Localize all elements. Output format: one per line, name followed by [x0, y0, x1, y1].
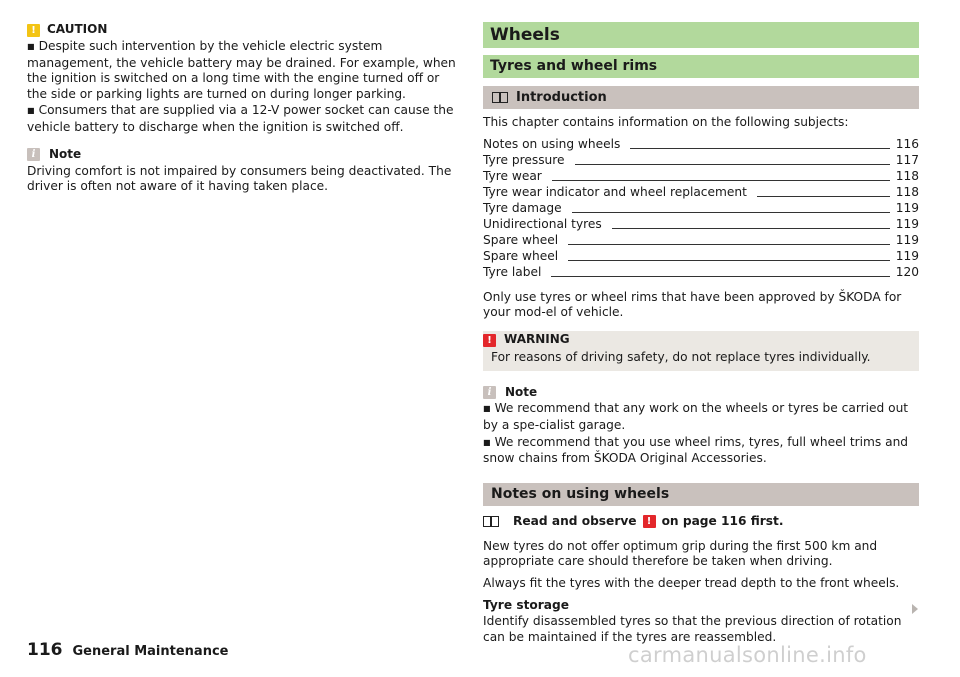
toc-leader [630, 148, 889, 149]
note-title: Note [49, 146, 82, 161]
note-heading [27, 147, 459, 163]
toc-page: 119 [895, 201, 919, 215]
toc-page: 117 [895, 153, 919, 167]
toc-page: 119 [895, 249, 919, 263]
caution-item: ■ Consumers that are supplied via a 12-V power socket can cause the vehicle battery to discharge when the ignition is switched off. [27, 103, 459, 135]
toc-entry[interactable] [483, 265, 919, 281]
toc-page: 119 [895, 217, 919, 231]
note-title: Note [505, 384, 538, 399]
toc-leader [572, 212, 890, 213]
toc-leader [551, 276, 889, 277]
toc-entry[interactable] [483, 185, 919, 201]
caution-item: ■ Despite such intervention by the vehicle electric system management, the vehicle battery may be drained. For example, when the ignition is switched on a long time with the engine turned off or the side or parking lights are turned on during longer parking. [27, 39, 459, 102]
toc-page: 118 [895, 169, 919, 183]
table-of-contents [483, 137, 919, 281]
section-title: Tyres and wheel rims [483, 55, 919, 78]
continue-arrow-icon [912, 604, 918, 614]
note-item: ■ We recommend that any work on the wheels or tyres be carried out by a spe-cialist garage. [483, 401, 919, 433]
watermark: carmanualsonline.info [628, 643, 867, 667]
note-item: ■ We recommend that you use wheel rims, tyres, full wheel trims and snow chains from ŠKODA Original Accessories. [483, 435, 919, 467]
toc-entry[interactable] [483, 201, 919, 217]
toc-label: Notes on using wheels [483, 137, 621, 151]
read-prefix: Read and observe [513, 513, 637, 528]
book-icon [492, 92, 508, 103]
toc-label: Tyre damage [483, 201, 562, 215]
paragraph: Always fit the tyres with the deeper tread depth to the front wheels. [483, 575, 900, 590]
subsection-title [483, 86, 919, 109]
warning-text: For reasons of driving safety, do not replace tyres individually. [491, 349, 871, 364]
warning-heading [483, 333, 919, 348]
info-icon: i [27, 148, 40, 161]
book-icon [483, 516, 499, 527]
toc-page: 118 [895, 185, 919, 199]
warning-box [483, 331, 919, 372]
storage-title: Tyre storage [483, 597, 570, 612]
warning-title: WARNING [504, 332, 570, 347]
toc-entry[interactable] [483, 249, 919, 265]
toc-leader [757, 196, 890, 197]
toc-leader [575, 164, 890, 165]
warning-icon: ! [483, 334, 496, 347]
toc-label: Tyre wear [483, 169, 542, 183]
toc-entry[interactable] [483, 217, 919, 233]
warning-ref-icon[interactable]: ! [643, 515, 656, 528]
toc-label: Tyre wear indicator and wheel replacement [483, 185, 747, 199]
read-suffix[interactable]: on page 116 first. [661, 513, 784, 528]
caution-title: CAUTION [47, 22, 108, 37]
toc-entry[interactable] [483, 137, 919, 153]
toc-label: Tyre label [483, 265, 542, 279]
toc-page: 116 [895, 137, 919, 151]
toc-entry[interactable] [483, 153, 919, 169]
paragraph: New tyres do not offer optimum grip during the first 500 km and appropriate care should therefore be taken when driving. [483, 538, 878, 569]
intro-text: This chapter contains information on the following subjects: [483, 115, 849, 129]
approval-text: Only use tyres or wheel rims that have been approved by ŠKODA for your mod-el of vehicle. [483, 289, 902, 320]
toc-page: 119 [895, 233, 919, 247]
caution-heading [27, 22, 459, 38]
note-heading [483, 384, 919, 400]
left-column [27, 22, 459, 195]
storage-text: Identify disassembled tyres so that the previous direction of rotation can be maintained if the tyres are reassembled. [483, 614, 902, 644]
right-column [483, 22, 919, 645]
toc-entry[interactable] [483, 169, 919, 185]
page-number: 116 [27, 640, 63, 660]
toc-label: Spare wheel [483, 233, 559, 247]
info-icon: i [483, 386, 496, 399]
read-and-observe [483, 514, 919, 530]
page-footer [27, 640, 229, 660]
toc-leader [568, 260, 890, 261]
note-text: Driving comfort is not impaired by consumers being deactivated. The driver is often not aware of it having taken place. [27, 163, 452, 194]
section-title-notes: Notes on using wheels [483, 483, 919, 506]
toc-leader [568, 244, 890, 245]
toc-page: 120 [895, 265, 919, 279]
toc-label: Unidirectional tyres [483, 217, 602, 231]
toc-entry[interactable] [483, 233, 919, 249]
toc-leader [552, 180, 890, 181]
chapter-title: Wheels [483, 22, 919, 48]
caution-icon: ! [27, 24, 40, 37]
toc-label: Spare wheel [483, 249, 559, 263]
subsection-title-text: Introduction [516, 90, 607, 105]
toc-label: Tyre pressure [483, 153, 565, 167]
section-name: General Maintenance [72, 644, 229, 659]
toc-leader [612, 228, 890, 229]
